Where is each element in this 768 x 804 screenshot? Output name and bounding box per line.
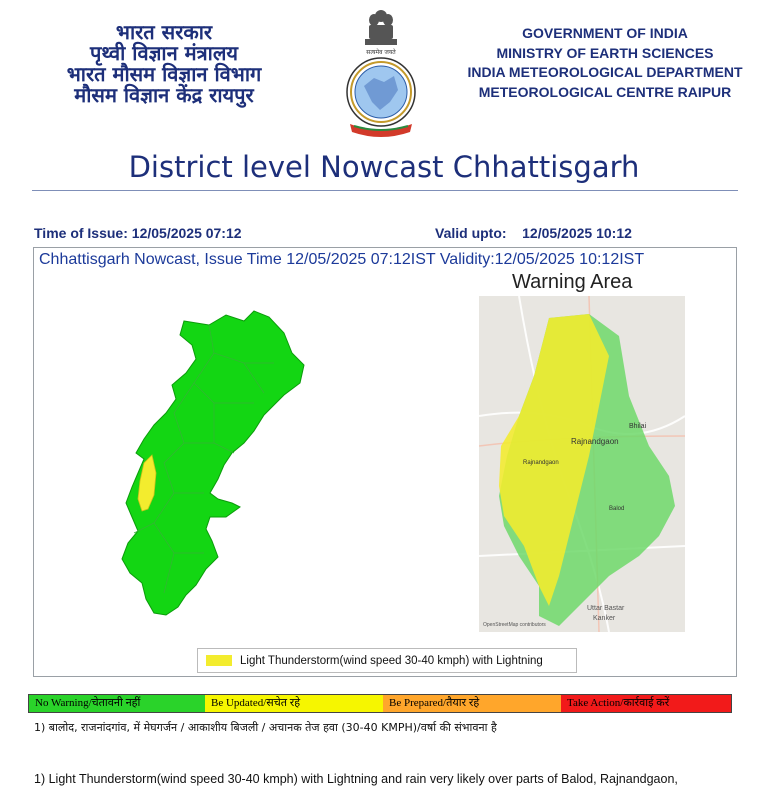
label-kanker: Kanker <box>593 615 616 622</box>
header-english <box>455 24 755 102</box>
legend-label: Light Thunderstorm(wind speed 30-40 kmph) with Lightning <box>240 654 543 667</box>
valid-label: Valid upto: <box>435 225 507 241</box>
nowcast-map-panel <box>33 247 737 677</box>
english-line-1: GOVERNMENT OF INDIA <box>522 25 688 41</box>
issue-time <box>34 225 242 241</box>
note-hindi: 1) बालोद, राजनांदगांव, में मेघगर्जन / आकाशीय बिजली / अचानक तेज हवा (30-40 KMPH)/वर्षा की संभावना है <box>34 721 497 734</box>
hindi-line-3: भारत मौसम विज्ञान विभाग <box>66 62 262 86</box>
map-attribution: OpenStreetMap contributors <box>483 622 546 628</box>
imd-logo <box>340 6 422 142</box>
issue-time-value: 12/05/2025 07:12 <box>131 225 242 241</box>
note-english: 1) Light Thunderstorm(wind speed 30-40 kmph) with Lightning and rain very likely over parts of Balod, Rajnandgaon, <box>34 772 678 786</box>
label-balod: Balod <box>609 506 625 512</box>
scale-no-warning: No Warning/चेतावनी नहीं <box>29 695 205 712</box>
page-title: District level Nowcast Chhattisgarh <box>128 150 640 184</box>
hindi-line-4: मौसम विज्ञान केंद्र रायपुर <box>74 83 254 107</box>
valid-value: 12/05/2025 10:12 <box>522 225 632 241</box>
english-line-4: METEOROLOGICAL CENTRE RAIPUR <box>478 83 732 100</box>
warning-area-title: Warning Area <box>512 271 633 293</box>
hindi-line-1: भारत सरकार <box>115 20 213 44</box>
label-rajnandgaon-road: Rajnandgaon <box>571 437 619 446</box>
warning-scale <box>28 694 732 713</box>
title-divider <box>32 190 738 191</box>
label-rajnandgaon-town: Rajnandgaon <box>523 460 559 466</box>
scale-be-updated: Be Updated/सचेत रहे <box>205 695 383 712</box>
map-legend <box>197 648 577 673</box>
logo-motto: सत्यमेव जयते <box>366 49 396 56</box>
valid-upto <box>435 225 632 241</box>
label-bhilai: Bhilai <box>629 423 647 430</box>
english-line-3: INDIA METEOROLOGICAL DEPARTMENT <box>467 64 743 80</box>
legend-swatch <box>206 655 232 666</box>
header-hindi <box>28 22 300 106</box>
label-uttar-bastar: Uttar Bastar <box>587 605 625 612</box>
hindi-line-2: पृथ्वी विज्ञान मंत्रालय <box>89 41 239 65</box>
warning-area-inset-map <box>479 296 685 632</box>
map-heading: Chhattisgarh Nowcast, Issue Time 12/05/2025 07:12IST Validity:12/05/2025 10:12IST <box>39 251 645 268</box>
english-line-2: MINISTRY OF EARTH SCIENCES <box>496 44 714 61</box>
national-emblem-logo <box>340 6 422 142</box>
issue-time-label: Time of Issue: <box>34 225 128 241</box>
scale-take-action: Take Action/कार्रवाई करें <box>561 695 731 712</box>
chhattisgarh-state-map <box>114 303 314 623</box>
scale-be-prepared: Be Prepared/तैयार रहे <box>383 695 561 712</box>
